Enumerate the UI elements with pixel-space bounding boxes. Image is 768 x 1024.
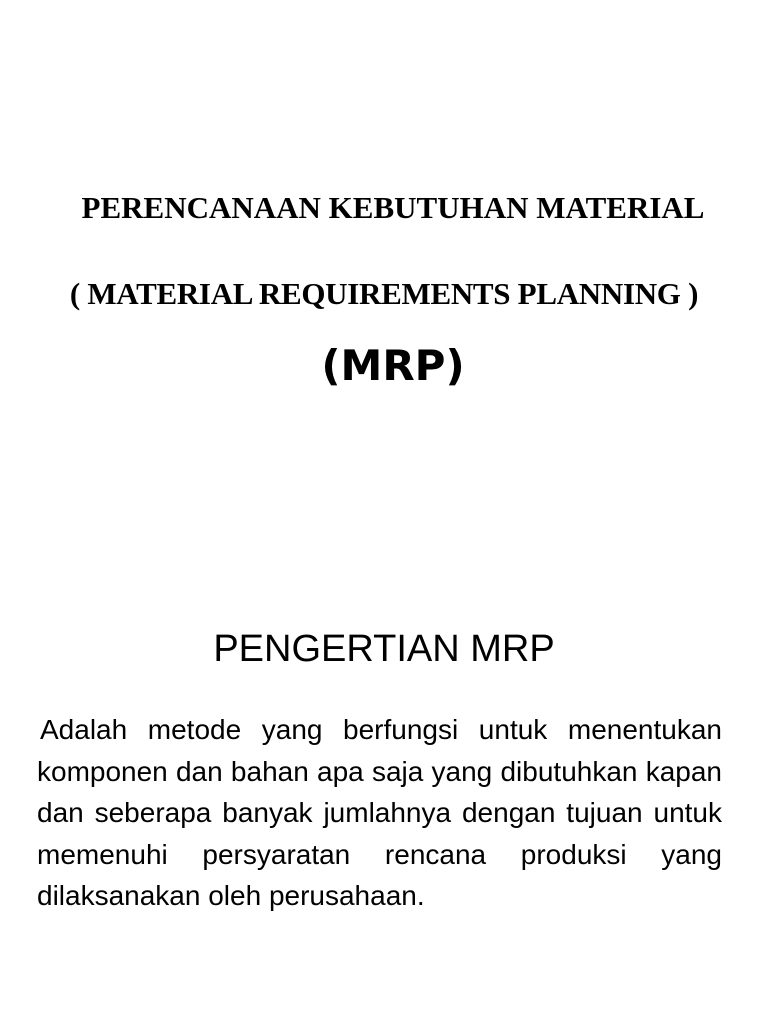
title-line-1: PERENCANAAN KEBUTUHAN MATERIAL (81, 190, 705, 225)
title-abbreviation: (MRP) (321, 341, 465, 390)
section-heading: PENGERTIAN MRP (213, 628, 555, 670)
definition-slide (0, 512, 768, 1024)
definition-paragraph: Adalah metode yang berfungsi untuk menentukan komponen dan bahan apa saja yang dibutuhkan kapan dan seberapa banyak jumlahnya dengan tujuan untuk memenuhi persyaratan rencana produksi yang dilaksanakan oleh perusahaan. (37, 714, 722, 911)
title-line-2: ( MATERIAL REQUIREMENTS PLANNING ) (69, 276, 699, 311)
